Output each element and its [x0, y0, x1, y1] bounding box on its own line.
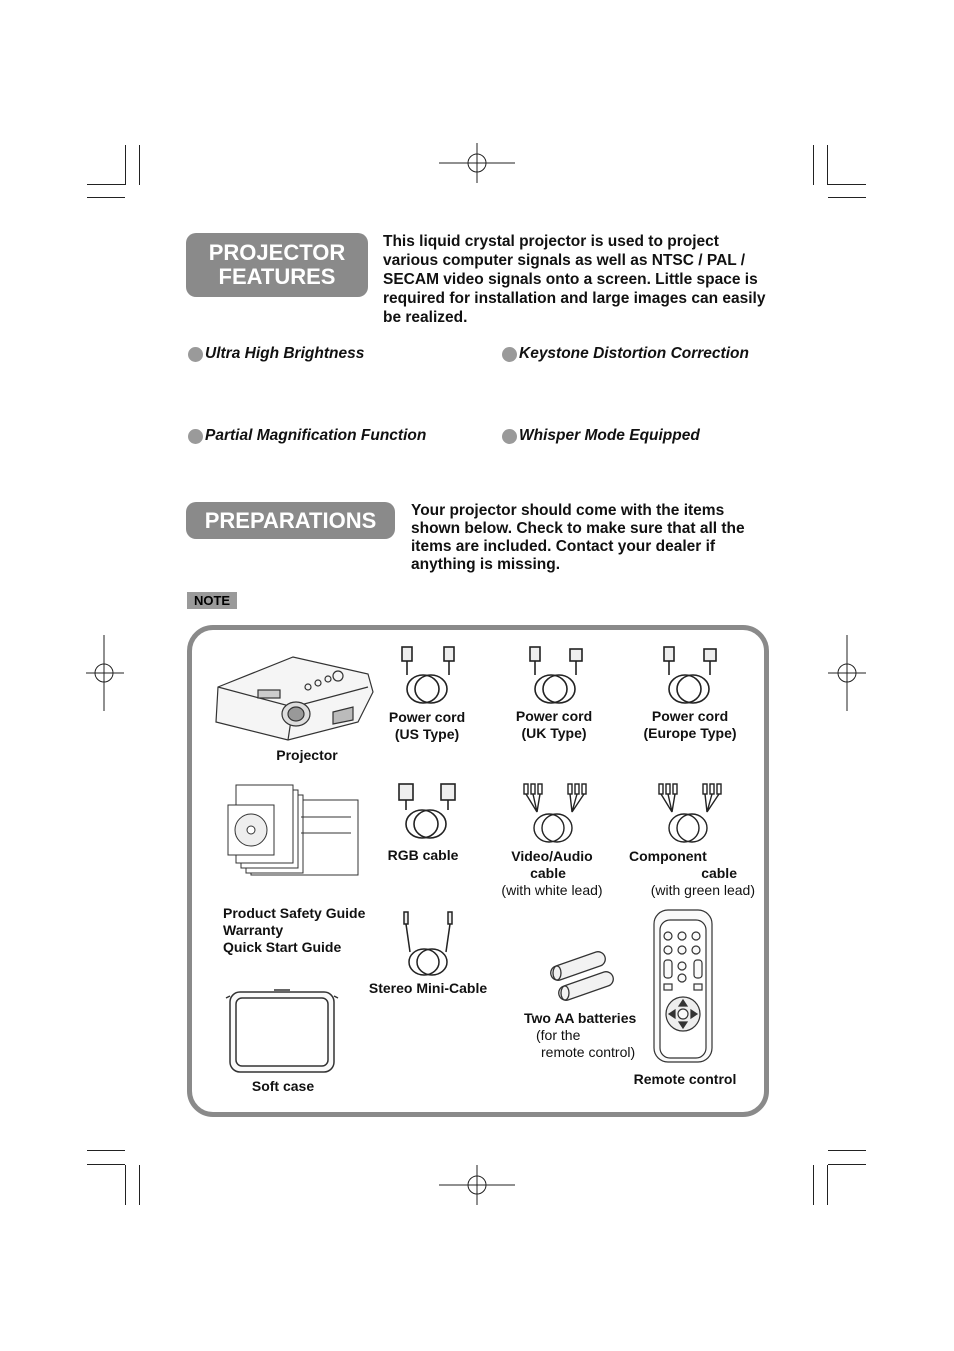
feature-whisper-mode [502, 427, 700, 445]
stereo-mini-cable-icon [400, 912, 460, 977]
label-line: Component [629, 848, 707, 864]
power-cord-uk-icon [526, 645, 586, 707]
projector-icon [208, 652, 378, 742]
bullet-icon [188, 347, 203, 362]
preparations-intro: Your projector should come with the items shown below. Check to make sure that all the items are included. Contact your dealer if anything is missing. [411, 502, 745, 573]
video-audio-cable-icon [522, 782, 588, 846]
power-cord-us-label [377, 709, 477, 743]
label-line: Quick Start Guide [223, 939, 342, 955]
label-line: cable [530, 865, 566, 881]
label-line: (UK Type) [521, 725, 587, 741]
note-badge: NOTE [187, 592, 237, 609]
feature-partial-magnification [188, 427, 426, 445]
rgb-cable-label: RGB cable [387, 847, 459, 863]
label-line: cable [701, 865, 737, 881]
label-line: (with green lead) [650, 882, 755, 898]
features-heading [186, 233, 368, 297]
power-cord-europe-label [630, 708, 750, 742]
feature-label: Keystone Distortion Correction [519, 345, 749, 362]
label-line: (Europe Type) [643, 725, 737, 741]
feature-label: Ultra High Brightness [205, 345, 365, 362]
power-cord-europe-icon [660, 645, 720, 707]
features-heading-line2: FEATURES [218, 264, 336, 289]
feature-ultra-high-brightness [188, 345, 364, 363]
bullet-icon [502, 347, 517, 362]
remote-control-icon [652, 908, 714, 1064]
stereo-mini-cable-label: Stereo Mini-Cable [368, 980, 488, 996]
label-line: Video/Audio [511, 848, 593, 864]
label-line: Two AA batteries [524, 1010, 637, 1026]
label-line: Power cord [515, 708, 593, 724]
projector-label: Projector [276, 747, 338, 763]
feature-label: Whisper Mode Equipped [519, 427, 700, 444]
bullet-icon [502, 429, 517, 444]
bullet-icon [188, 429, 203, 444]
label-line: (for the [536, 1027, 581, 1043]
component-cable-icon [657, 782, 723, 846]
label-line: Power cord [388, 709, 466, 725]
label-line: remote control) [541, 1044, 636, 1060]
label-line: Power cord [651, 708, 729, 724]
features-heading-line1: PROJECTOR [208, 240, 346, 265]
remote-control-label: Remote control [633, 1071, 737, 1087]
batteries-label [520, 1010, 644, 1061]
label-line: Product Safety Guide [223, 905, 366, 921]
label-line: (US Type) [394, 726, 460, 742]
label-line: (with white lead) [501, 882, 603, 898]
batteries-icon [548, 948, 614, 1006]
feature-label: Partial Magnification Function [205, 427, 427, 444]
label-line: Warranty [223, 922, 284, 938]
video-audio-cable-label [490, 848, 614, 899]
power-cord-us-icon [398, 645, 458, 707]
component-cable-label [620, 848, 755, 899]
feature-keystone-correction [502, 345, 749, 363]
power-cord-uk-label [504, 708, 604, 742]
features-intro: This liquid crystal projector is used to project various computer signals as well as NTSC / PAL / SECAM video signals onto a screen. Little space is required for installation and large images can easily be realized. [383, 233, 766, 326]
rgb-cable-icon [396, 782, 460, 842]
preparations-heading: PREPARATIONS [186, 502, 395, 539]
soft-case-icon [224, 984, 340, 1074]
documents-label [223, 905, 393, 956]
documents-icon [226, 785, 361, 880]
soft-case-label: Soft case [251, 1078, 315, 1094]
